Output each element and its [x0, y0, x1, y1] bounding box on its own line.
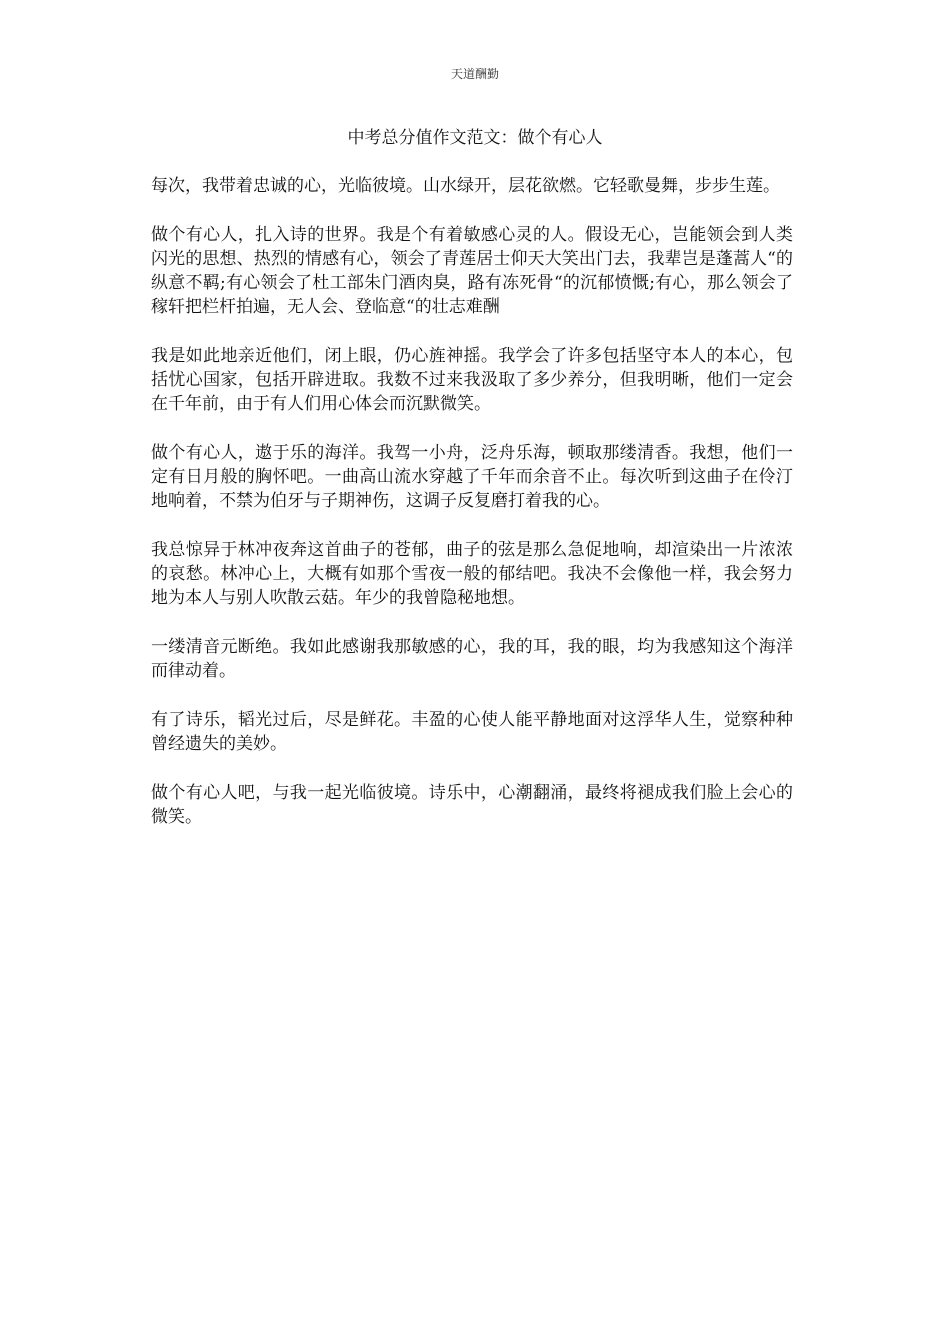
paragraph-5: 我总惊异于林冲夜奔这首曲子的苍郁，曲子的弦是那么急促地响，却渲染出一片浓浓的哀愁。林冲心上，大概有如那个雪夜一般的郁结吧。我决不会像他一样，我会努力地为本人与别人吹散云菇。年少的我曾隐秘地想。 [151, 540, 793, 608]
paragraph-2: 做个有心人，扎入诗的世界。我是个有着敏感心灵的人。假设无心，岂能领会到人类闪光的思想、热烈的情感有心，领会了青莲居士仰天大笑出门去，我辈岂是蓬蒿人“的纵意不羁;有心领会了杜工部朱门酒肉臭，路有冻死骨“的沉郁愤慨;有心，那么领会了稼轩把栏杆拍遍，无人会、登临意“的壮志难酬 [151, 225, 793, 317]
document-title: 中考总分值作文范文：做个有心人 [347, 128, 603, 148]
page-header: 天道酬勤 [450, 67, 499, 81]
paragraph-6: 一缕清音元断绝。我如此感谢我那敏感的心，我的耳，我的眼，均为我感知这个海洋而律动着。 [151, 637, 793, 681]
paragraph-4: 做个有心人，遨于乐的海洋。我驾一小舟，泛舟乐海，顿取那缕清香。我想，他们一定有日月般的胸怀吧。一曲高山流水穿越了千年而余音不止。每次听到这曲子在伶汀地响着，不禁为伯牙与子期神伤，这调子反复磨打着我的心。 [151, 443, 793, 511]
paragraph-1: 每次，我带着忠诚的心，光临彼境。山水绿开，层花欲燃。它轻歌曼舞，步步生莲。 [151, 176, 780, 196]
document-body [151, 174, 793, 854]
paragraph-7: 有了诗乐，韬光过后，尽是鲜花。丰盈的心使人能平静地面对这浮华人生，觉察种种曾经遗失的美妙。 [151, 710, 793, 754]
paragraph-3: 我是如此地亲近他们，闭上眼，仍心旌神摇。我学会了许多包括坚守本人的本心，包括忧心国家，包括开辟进取。我数不过来我汲取了多少养分，但我明晰，他们一定会在千年前，由于有人们用心体会而沉默微笑。 [151, 346, 793, 414]
paragraph-8: 做个有心人吧，与我一起光临彼境。诗乐中，心潮翻涌，最终将褪成我们脸上会心的微笑。 [151, 783, 793, 827]
